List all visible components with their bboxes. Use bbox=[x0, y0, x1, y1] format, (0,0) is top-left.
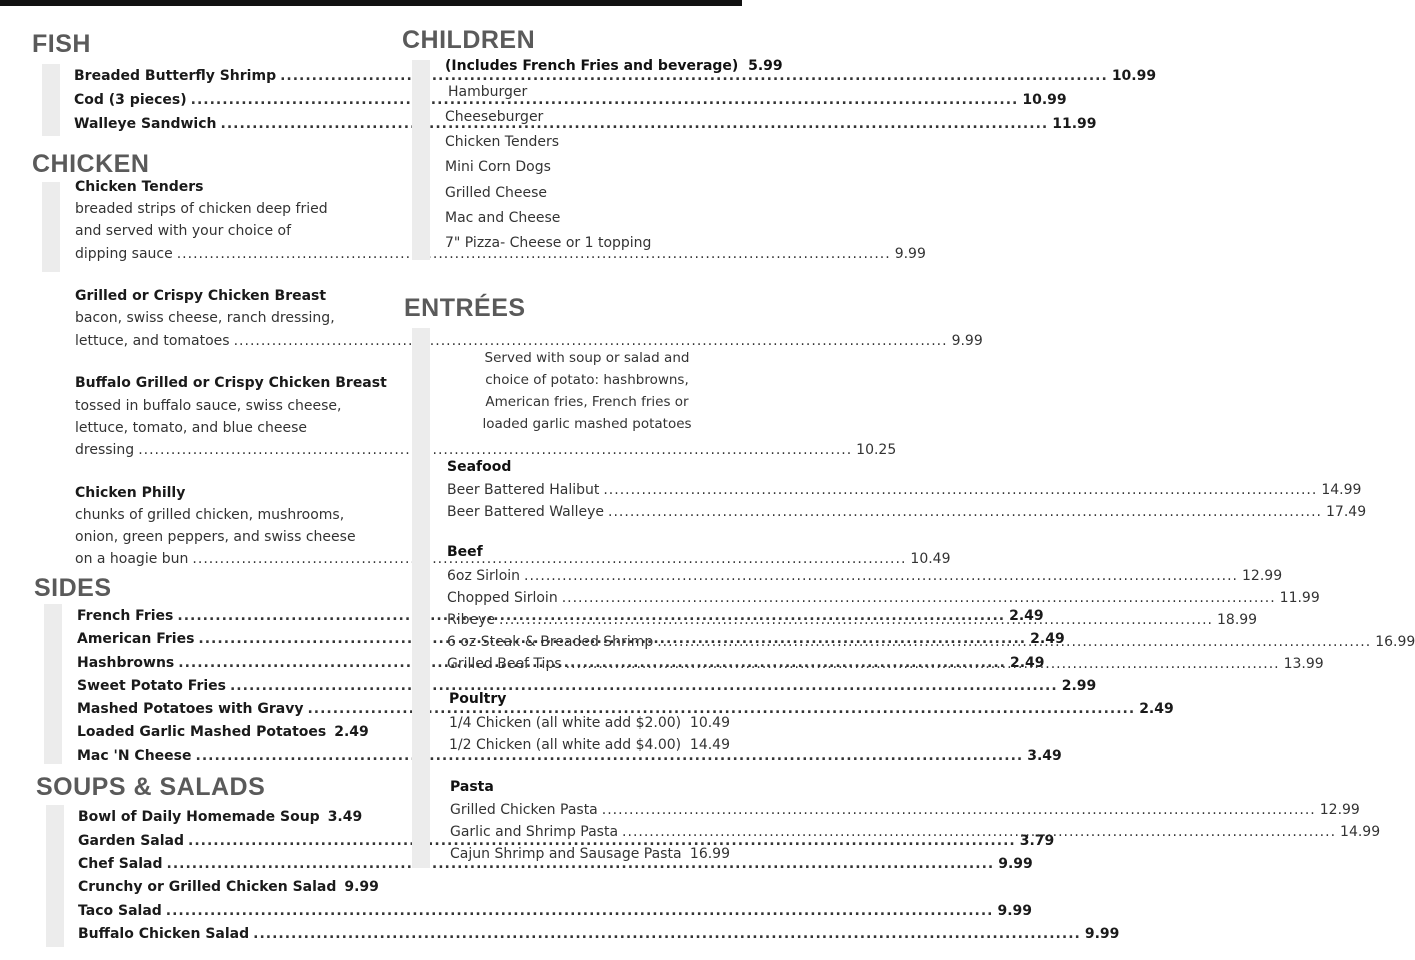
children-item: Chicken Tenders bbox=[445, 134, 559, 150]
group-heading-beef: Beef bbox=[447, 544, 483, 560]
sides-title: SIDES bbox=[34, 574, 112, 602]
fish-bar bbox=[42, 64, 60, 136]
children-item: 7" Pizza- Cheese or 1 topping bbox=[445, 235, 652, 251]
menu-item: 6oz Sirloin ..... 12.99 bbox=[447, 566, 730, 586]
group-heading-seafood: Seafood bbox=[447, 459, 512, 475]
menu-item: 1/4 Chicken (all white add $2.00) ..... 10.49 bbox=[449, 713, 730, 733]
entrees-intro: Served with soup or salad and choice of potato: hashbrowns, American fries, French fries or loaded garlic mashed potatoes bbox=[482, 350, 692, 432]
menu-item: Cod (3 pieces) ..... 10.99 bbox=[74, 90, 357, 110]
menu-item: Buffalo Chicken Salad ..... 9.99 bbox=[78, 924, 361, 944]
menu-item: dressing ..... 10.25 bbox=[75, 440, 358, 460]
menu-item: Sweet Potato Fries ..... 2.99 bbox=[77, 676, 360, 696]
children-item: Hamburger bbox=[448, 84, 528, 100]
menu-item: Beer Battered Walleye ..... 17.49 bbox=[447, 502, 730, 522]
menu-item: Cajun Shrimp and Sausage Pasta ..... 16.99 bbox=[450, 844, 730, 864]
menu-item: Hashbrowns ..... 2.49 bbox=[77, 653, 360, 673]
menu-item-name: Chicken Tenders bbox=[75, 179, 204, 195]
menu-item-desc: breaded strips of chicken deep fried bbox=[75, 201, 328, 217]
menu-item: Chef Salad ..... 9.99 bbox=[78, 854, 361, 874]
entrees-title: ENTRÉES bbox=[404, 294, 526, 322]
fish-title: FISH bbox=[32, 30, 91, 58]
menu-item-desc: lettuce, tomato, and blue cheese bbox=[75, 420, 307, 436]
menu-item-name: Chicken Philly bbox=[75, 485, 186, 501]
menu-item: on a hoagie bun ..... 10.49 bbox=[75, 549, 358, 569]
menu-item: Garden Salad ..... 3.79 bbox=[78, 831, 361, 851]
menu-item: Crunchy or Grilled Chicken Salad 9.99 bbox=[78, 879, 379, 895]
children-item: Mini Corn Dogs bbox=[445, 159, 551, 175]
top-border bbox=[0, 0, 742, 6]
menu-item: Taco Salad ..... 9.99 bbox=[78, 901, 361, 921]
chicken-bar bbox=[42, 182, 60, 272]
children-title: CHILDREN bbox=[402, 26, 536, 54]
menu-item: Chopped Sirloin ..... 11.99 bbox=[447, 588, 730, 608]
menu-item: Grilled Beef Tips ..... 13.99 bbox=[447, 654, 730, 674]
menu-item: French Fries ..... 2.49 bbox=[77, 606, 360, 626]
menu-item: Bowl of Daily Homemade Soup 3.49 bbox=[78, 809, 363, 825]
menu-item-desc: bacon, swiss cheese, ranch dressing, bbox=[75, 310, 335, 326]
menu-item-desc: chunks of grilled chicken, mushrooms, bbox=[75, 507, 345, 523]
menu-item: Breaded Butterfly Shrimp ..... 10.99 bbox=[74, 66, 357, 86]
menu-item: Mac 'N Cheese ..... 3.49 bbox=[77, 746, 360, 766]
sides-bar bbox=[44, 604, 62, 764]
menu-item: lettuce, and tomatoes ..... 9.99 bbox=[75, 331, 358, 351]
entrees-bar bbox=[412, 328, 430, 868]
menu-item: Loaded Garlic Mashed Potatoes 2.49 bbox=[77, 724, 369, 740]
children-item: Mac and Cheese bbox=[445, 210, 561, 226]
group-heading-pasta: Pasta bbox=[450, 779, 494, 795]
menu-item: American Fries ..... 2.49 bbox=[77, 629, 360, 649]
menu-item-desc: tossed in buffalo sauce, swiss cheese, bbox=[75, 398, 342, 414]
soups-bar bbox=[46, 805, 64, 947]
children-item: Cheeseburger bbox=[445, 109, 544, 125]
menu-item-name: Buffalo Grilled or Crispy Chicken Breast bbox=[75, 375, 387, 391]
menu-item: 1/2 Chicken (all white add $4.00) ..... 14.49 bbox=[449, 735, 730, 755]
children-item: Grilled Cheese bbox=[445, 185, 548, 201]
menu-item-name: Grilled or Crispy Chicken Breast bbox=[75, 288, 327, 304]
menu-item-desc: and served with your choice of bbox=[75, 223, 292, 239]
menu-item: Walleye Sandwich ..... 11.99 bbox=[74, 114, 357, 134]
menu-item: 6 oz Steak & Breaded Shrimp ..... 16.99 bbox=[447, 632, 730, 652]
group-heading-poultry: Poultry bbox=[449, 691, 507, 707]
menu-item: Grilled Chicken Pasta ..... 12.99 bbox=[450, 800, 730, 820]
chicken-title: CHICKEN bbox=[32, 150, 150, 178]
children-note: (Includes French Fries and beverage) 5.99 bbox=[445, 58, 783, 74]
menu-item: Mashed Potatoes with Gravy ..... 2.49 bbox=[77, 699, 360, 719]
menu-item: Ribeye ..... 18.99 bbox=[447, 610, 730, 630]
menu-item: Garlic and Shrimp Pasta ..... 14.99 bbox=[450, 822, 730, 842]
menu-item: Beer Battered Halibut ..... 14.99 bbox=[447, 480, 730, 500]
menu-item: dipping sauce ..... 9.99 bbox=[75, 244, 358, 264]
children-price: 5.99 bbox=[748, 58, 783, 74]
children-bar bbox=[412, 60, 430, 260]
soups-salads-title: SOUPS & SALADS bbox=[36, 773, 266, 801]
menu-item-desc: onion, green peppers, and swiss cheese bbox=[75, 529, 356, 545]
